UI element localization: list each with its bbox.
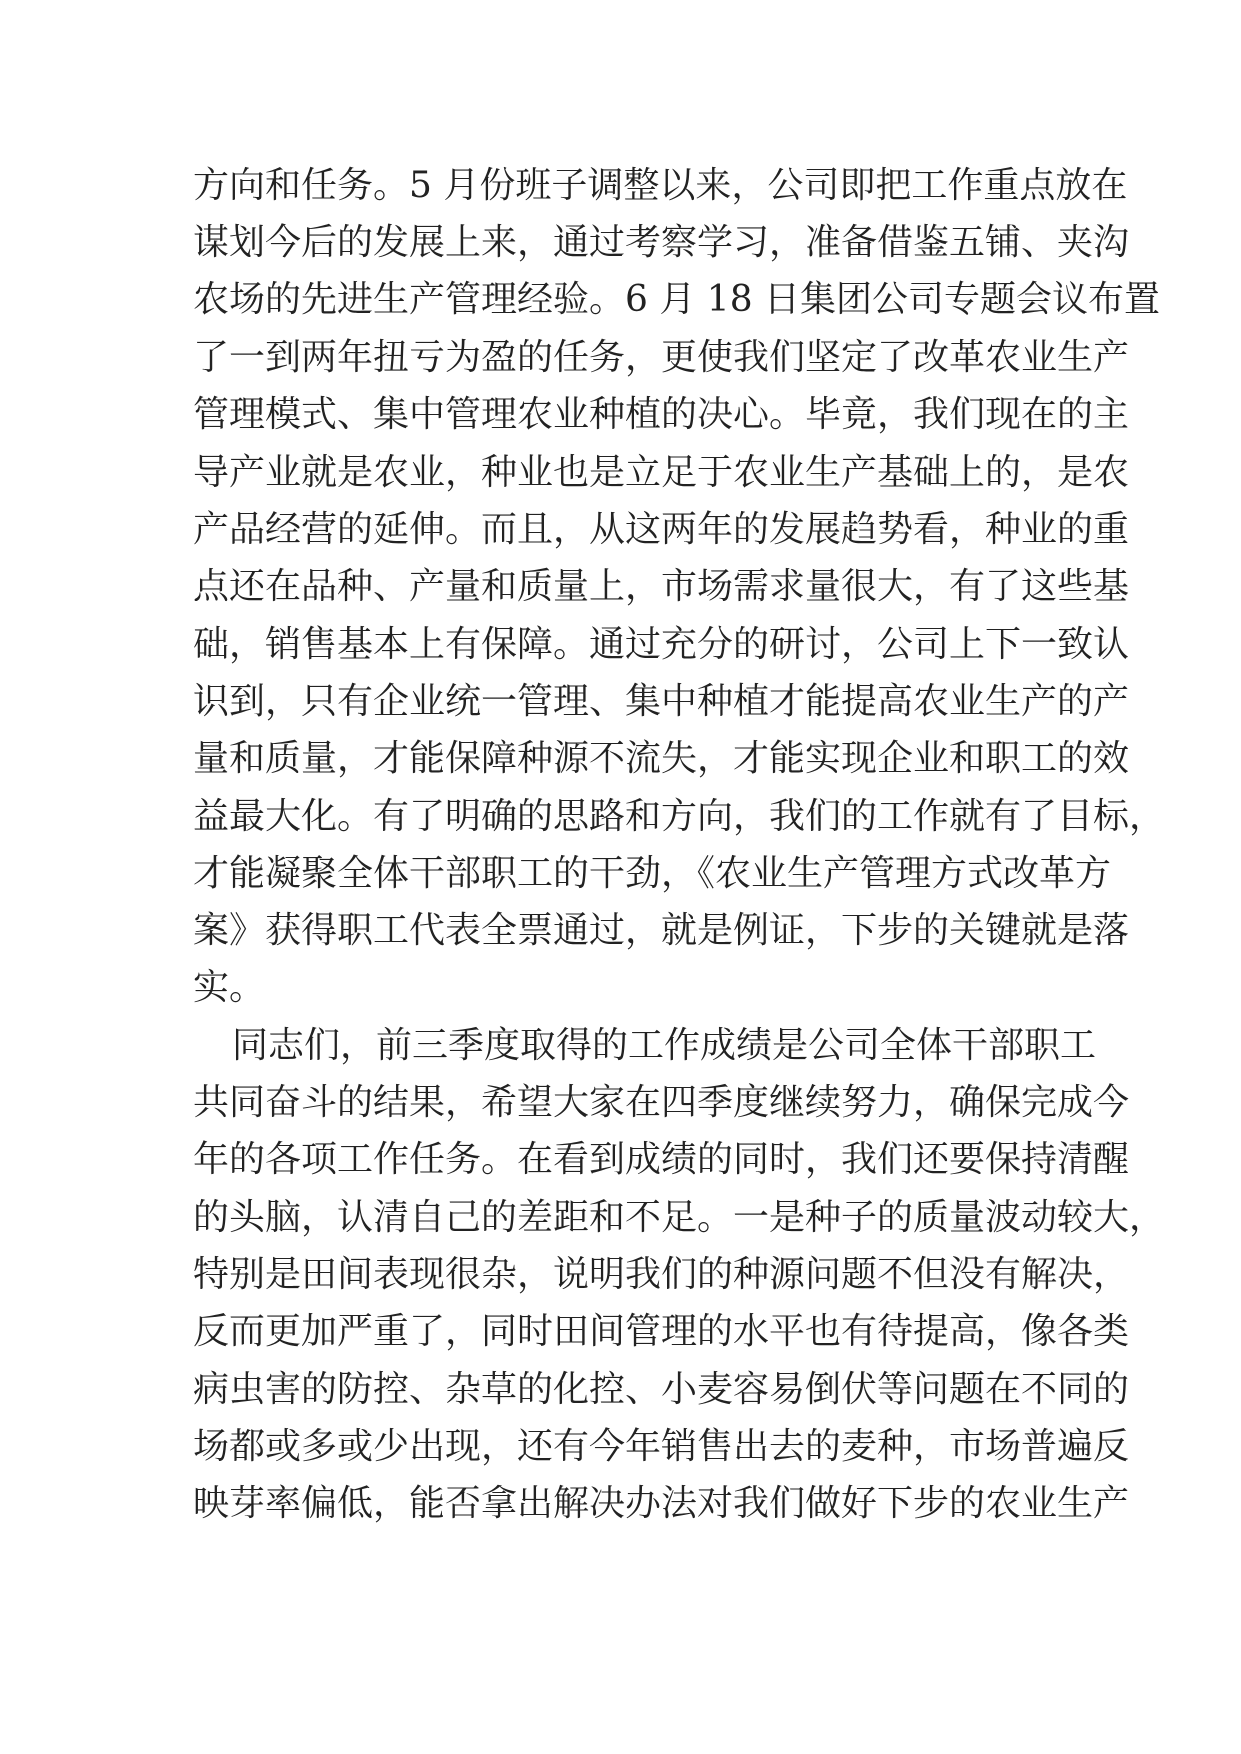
text-line: 案》获得职工代表全票通过，就是例证，下步的关键就是落 [193,910,1130,951]
text-line: 年的各项工作任务。在看到成绩的同时，我们还要保持清醒 [193,1139,1130,1180]
text-line: 才能凝聚全体干部职工的干劲，《农业生产管理方式改革方 [193,853,1112,894]
text-line: 管理模式、集中管理农业种植的决心。毕竟，我们现在的主 [193,394,1130,435]
text-line: 谋划今后的发展上来，通过考察学习，准备借鉴五铺、夹沟 [193,222,1130,263]
text-line: 点还在品种、产量和质量上，市场需求量很大，有了这些基 [193,566,1130,607]
text-line: 的头脑，认清自己的差距和不足。一是种子的质量波动较大， [193,1197,1166,1238]
text-line: 导产业就是农业，种业也是立足于农业生产基础上的，是农 [193,452,1130,493]
text-line: 了一到两年扭亏为盈的任务，更使我们坚定了改革农业生产 [193,337,1130,378]
text-line: 识到，只有企业统一管理、集中种植才能提高农业生产的产 [193,681,1130,722]
text-line: 实。 [193,967,266,1008]
text-line: 共同奋斗的结果，希望大家在四季度继续努力，确保完成今 [193,1082,1130,1123]
text-line: 特别是田间表现很杂，说明我们的种源问题不但没有解决， [193,1254,1130,1295]
text-line: 量和质量，才能保障种源不流失，才能实现企业和职工的效 [193,738,1130,779]
text-line: 产品经营的延伸。而且，从这两年的发展趋势看，种业的重 [193,509,1130,550]
text-line: 益最大化。有了明确的思路和方向，我们的工作就有了目标， [193,796,1166,837]
text-line: 病虫害的防控、杂草的化控、小麦容易倒伏等问题在不同的 [193,1369,1130,1410]
text-line: 础，销售基本上有保障。通过充分的研讨，公司上下一致认 [193,624,1130,665]
text-line: 同志们，前三季度取得的工作成绩是公司全体干部职工 [232,1025,1097,1066]
text-line: 方向和任务。5 月份班子调整以来，公司即把工作重点放在 [193,165,1128,206]
text-line: 农场的先进生产管理经验。6 月 18 日集团公司专题会议布置 [193,279,1161,320]
text-line: 场都或多或少出现，还有今年销售出去的麦种，市场普遍反 [193,1426,1130,1467]
text-line: 反而更加严重了，同时田间管理的水平也有待提高，像各类 [193,1311,1130,1352]
text-line: 映芽率偏低，能否拿出解决办法对我们做好下步的农业生产 [193,1483,1130,1524]
